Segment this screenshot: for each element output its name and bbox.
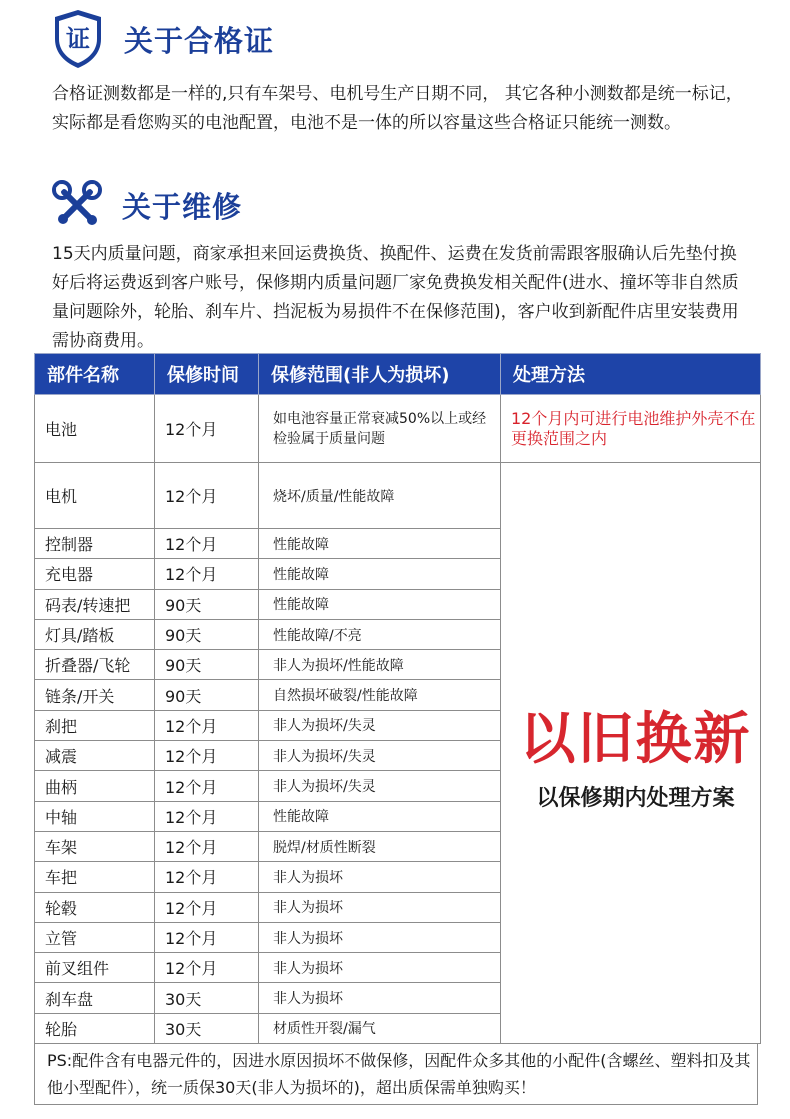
- part-name: 轮毂: [35, 892, 155, 922]
- part-name: 车把: [35, 862, 155, 892]
- warranty-period: 12个月: [155, 559, 259, 589]
- warranty-period: 12个月: [155, 892, 259, 922]
- part-name: 刹车盘: [35, 983, 155, 1013]
- part-name: 立管: [35, 922, 155, 952]
- warranty-period: 12个月: [155, 395, 259, 463]
- repair-title: 关于维修: [122, 189, 243, 224]
- warranty-scope: 非人为损坏: [259, 862, 501, 892]
- warranty-period: 12个月: [155, 710, 259, 740]
- warranty-period: 12个月: [155, 831, 259, 861]
- warranty-scope: 非人为损坏: [259, 953, 501, 983]
- warranty-period: 12个月: [155, 529, 259, 559]
- warranty-period: 12个月: [155, 741, 259, 771]
- warranty-scope: 脱焊/材质性断裂: [259, 831, 501, 861]
- certificate-shield-icon: [52, 8, 104, 70]
- part-name: 减震: [35, 741, 155, 771]
- part-name: 电池: [35, 395, 155, 463]
- table-row: [35, 395, 761, 463]
- replacement-policy-title: 以旧换新: [519, 706, 752, 772]
- part-name: 折叠器/飞轮: [35, 650, 155, 680]
- header-warranty-period: 保修时间: [155, 354, 259, 395]
- repair-body: 15天内质量问题，商家承担来回运费换货、换配件、运费在发货前需跟客服确认后先垫付换好后将运费返到客户账号，保修期内质量问题厂家免费换发相关配件(进水、撞坏等非自然质量问题除外，轮胎、刹车片、挡泥板为易损件不在保修范围)，客户收到新配件店里安装费用需协商费用。: [52, 244, 739, 351]
- warranty-period: 12个月: [155, 771, 259, 801]
- replacement-policy-cell: [501, 463, 761, 1044]
- part-name: 前叉组件: [35, 953, 155, 983]
- battery-handling: 12个月内可进行电池维护外壳不在更换范围之内: [501, 395, 761, 463]
- part-name: 控制器: [35, 529, 155, 559]
- certificate-section-header: [52, 8, 274, 70]
- certificate-body: 合格证测数都是一样的,只有车架号、电机号生产日期不同， 其它各种小测数都是统一标记，实际都是看您购买的电池配置，电池不是一体的所以容量这些合格证只能统一测数。: [52, 84, 743, 133]
- warranty-period: 30天: [155, 983, 259, 1013]
- replacement-policy-subtitle: 以保修期内处理方案: [536, 785, 735, 811]
- table-header-row: [35, 354, 761, 395]
- warranty-scope: 非人为损坏: [259, 922, 501, 952]
- warranty-scope: 材质性开裂/漏气: [259, 1013, 501, 1043]
- warranty-scope: 烧坏/质量/性能故障: [259, 463, 501, 529]
- warranty-period: 12个月: [155, 922, 259, 952]
- header-warranty-scope: 保修范围(非人为损坏): [259, 354, 501, 395]
- header-part-name: 部件名称: [35, 354, 155, 395]
- repair-section-header: [52, 180, 242, 230]
- warranty-scope: 非人为损坏/失灵: [259, 771, 501, 801]
- certificate-title: 关于合格证: [124, 23, 275, 58]
- certificate-icon-char: 证: [66, 25, 90, 53]
- warranty-scope: 非人为损坏: [259, 983, 501, 1013]
- part-name: 充电器: [35, 559, 155, 589]
- part-name: 轮胎: [35, 1013, 155, 1043]
- warranty-scope: 性能故障: [259, 589, 501, 619]
- part-name: 码表/转速把: [35, 589, 155, 619]
- part-name: 电机: [35, 463, 155, 529]
- part-name: 链条/开关: [35, 680, 155, 710]
- warranty-scope: 性能故障: [259, 559, 501, 589]
- warranty-scope: 如电池容量正常衰减50%以上或经检验属于质量问题: [259, 395, 501, 463]
- warranty-scope: 性能故障: [259, 801, 501, 831]
- table-row: [35, 463, 761, 529]
- ps-note: PS:配件含有电器元件的，因进水原因损坏不做保修，因配件众多其他的小配件(含螺丝、塑料扣及其他小型配件），统一质保30天(非人为损坏的)，超出质保需单独购买！: [34, 1043, 758, 1105]
- wrench-screwdriver-icon: [52, 180, 102, 230]
- warranty-scope: 性能故障/不亮: [259, 619, 501, 649]
- warranty-period: 90天: [155, 650, 259, 680]
- part-name: 车架: [35, 831, 155, 861]
- header-handling-method: 处理方法: [501, 354, 761, 395]
- warranty-period: 12个月: [155, 801, 259, 831]
- warranty-period: 90天: [155, 589, 259, 619]
- warranty-period: 12个月: [155, 463, 259, 529]
- warranty-scope: 自然损坏破裂/性能故障: [259, 680, 501, 710]
- part-name: 灯具/踏板: [35, 619, 155, 649]
- part-name: 刹把: [35, 710, 155, 740]
- warranty-scope: 性能故障: [259, 529, 501, 559]
- part-name: 曲柄: [35, 771, 155, 801]
- warranty-table: [34, 353, 761, 1044]
- warranty-scope: 非人为损坏/性能故障: [259, 650, 501, 680]
- warranty-scope: 非人为损坏/失灵: [259, 741, 501, 771]
- warranty-period: 12个月: [155, 862, 259, 892]
- warranty-period: 90天: [155, 680, 259, 710]
- warranty-period: 12个月: [155, 953, 259, 983]
- warranty-period: 30天: [155, 1013, 259, 1043]
- part-name: 中轴: [35, 801, 155, 831]
- warranty-scope: 非人为损坏/失灵: [259, 710, 501, 740]
- warranty-period: 90天: [155, 619, 259, 649]
- warranty-scope: 非人为损坏: [259, 892, 501, 922]
